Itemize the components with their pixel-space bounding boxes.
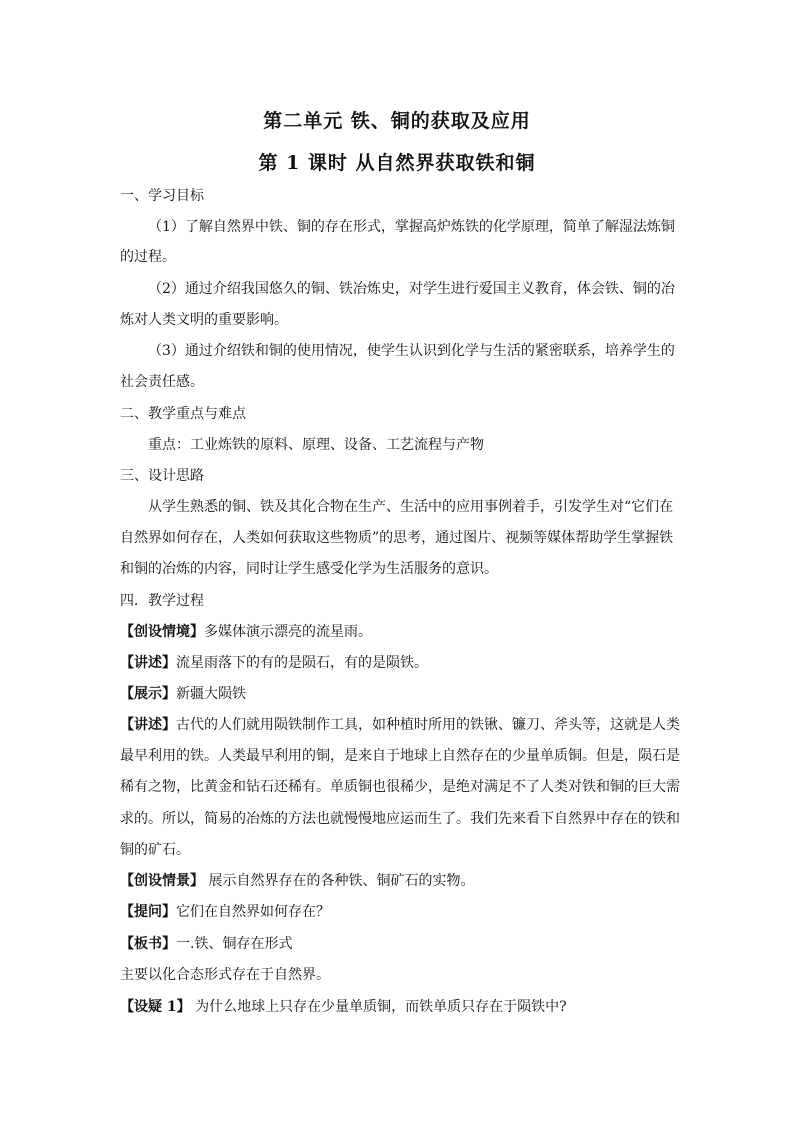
- lesson-title: 第 1 课时 从自然界获取铁和铜: [258, 152, 536, 174]
- step-text: 一.铁、铜存在形式: [176, 936, 293, 952]
- step-text: 它们在自然界如何存在？: [176, 904, 330, 920]
- section-heading-process: 四．教学过程: [120, 593, 204, 609]
- process-step-narration-2: [120, 715, 680, 735]
- step-tag: 【设疑 1】: [120, 999, 191, 1015]
- narration-line-2: 最早利用的铁。人类最早利用的铜，是来自于地球上自然存在的少量单质铜。但是，陨石是: [120, 748, 680, 764]
- process-step-scenario: [120, 622, 680, 642]
- key-point-text: 重点：工业炼铁的原料、原理、设备、工艺流程与产物: [148, 437, 484, 453]
- step-text: 流星雨落下的有的是陨石，有的是陨铁。: [176, 655, 428, 671]
- step-text: 古代的人们就用陨铁制作工具，如种植时所用的铁锹、镰刀、斧头等，这就是人类: [176, 717, 680, 733]
- step-text: 展示自然界存在的各种铁、铜矿石的实物。: [204, 873, 475, 889]
- board-note: 主要以化合态形式存在于自然界。: [120, 967, 330, 983]
- step-text: 为什么地球上只存在少量单质铜，而铁单质只存在于陨铁中?: [190, 999, 567, 1015]
- section-heading-design: 三、设计思路: [120, 468, 204, 484]
- design-paragraph-line-1: 从学生熟悉的铜、铁及其化合物在生产、生活中的应用事例着手，引发学生对“它们在: [148, 499, 674, 515]
- step-tag: 【创设情景】: [120, 873, 204, 889]
- step-text: 多媒体演示漂亮的流星雨。: [204, 624, 372, 640]
- step-tag: 【讲述】: [120, 717, 176, 733]
- process-step-doubt-1: [120, 997, 680, 1017]
- step-tag: 【展示】: [120, 686, 176, 702]
- process-step-question: [120, 902, 680, 922]
- objective-3-line-1: （3）通过介绍铁和铜的使用情况，使学生认识到化学与生活的紧密联系，培养学生的: [148, 343, 675, 359]
- design-paragraph-line-3: 和铜的冶炼的内容，同时让学生感受化学为生活服务的意识。: [120, 561, 498, 577]
- objective-1-line-1: （1）了解自然界中铁、铜的存在形式，掌握高炉炼铁的化学原理，简单了解湿法炼铜: [148, 219, 675, 235]
- step-tag: 【板书】: [120, 936, 176, 952]
- objective-1-line-2: 的过程。: [120, 249, 176, 265]
- narration-line-5: 铜的矿石。: [120, 842, 190, 858]
- process-step-board: [120, 934, 680, 954]
- process-step-show: [120, 684, 680, 704]
- step-tag: 【创设情境】: [120, 624, 204, 640]
- objective-3-line-2: 社会责任感。: [120, 374, 204, 390]
- section-heading-objectives: 一、学习目标: [120, 188, 204, 204]
- design-paragraph-line-2: 自然界如何存在，人类如何获取这些物质”的思考，通过图片、视频等媒体帮助学生掌握铁: [120, 530, 674, 546]
- narration-line-4: 求的。所以，简易的冶炼的方法也就慢慢地应运而生了。我们先来看下自然界中存在的铁和: [120, 811, 680, 827]
- process-step-narration: [120, 653, 680, 673]
- objective-2-line-1: （2）通过介绍我国悠久的铜、铁冶炼史，对学生进行爱国主义教育，体会铁、铜的冶: [148, 281, 675, 297]
- unit-title: 第二单元 铁、铜的获取及应用: [263, 110, 531, 132]
- objective-2-line-2: 炼对人类文明的重要影响。: [120, 312, 288, 328]
- step-tag: 【讲述】: [120, 655, 176, 671]
- narration-line-3: 稀有之物，比黄金和钻石还稀有。单质铜也很稀少，是绝对满足不了人类对铁和铜的巨大需: [120, 779, 680, 795]
- step-text: 新疆大陨铁: [176, 686, 246, 702]
- step-tag: 【提问】: [120, 904, 176, 920]
- section-heading-key-points: 二、教学重点与难点: [120, 406, 246, 422]
- process-step-scenario-2: [120, 871, 680, 891]
